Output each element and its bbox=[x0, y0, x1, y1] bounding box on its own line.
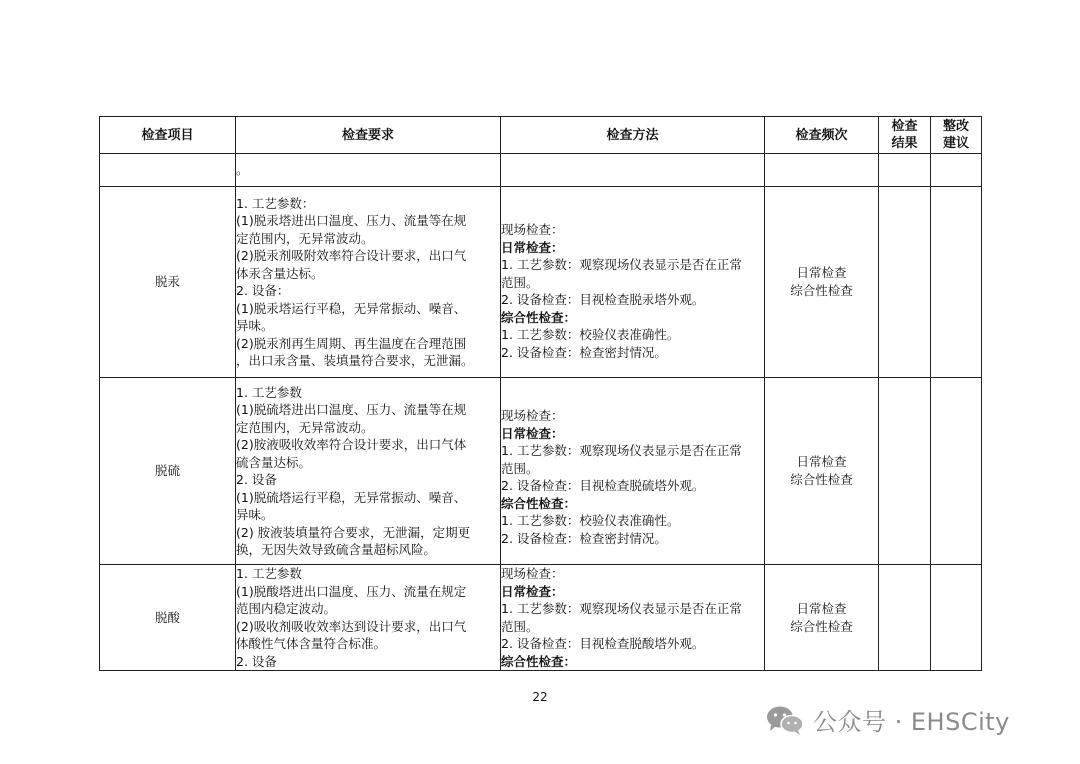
cell-requirement bbox=[236, 378, 501, 565]
requirement-line: (1)脱硫塔运行平稳，无异常振动、噪音、 bbox=[236, 489, 467, 505]
cell-suggestion bbox=[931, 187, 982, 378]
requirement-line: 1. 工艺参数： bbox=[236, 195, 315, 211]
inspection-table bbox=[99, 116, 982, 671]
cell-method bbox=[501, 378, 765, 565]
requirement-line: (1)脱硫塔进出口温度、压力、流量等在规 bbox=[236, 402, 467, 417]
requirement-line: 定范围内，无异常波动。 bbox=[236, 230, 374, 246]
cell-item: 脱汞 bbox=[100, 187, 236, 378]
cell-frequency bbox=[765, 378, 879, 565]
watermark bbox=[765, 702, 1010, 737]
cell-item bbox=[100, 154, 236, 187]
cell-suggestion bbox=[931, 565, 982, 671]
method-line: 日常检查： bbox=[501, 239, 564, 255]
cell-requirement: 。 bbox=[236, 154, 501, 187]
requirement-line: (1)脱汞塔进出口温度、压力、流量等在规 bbox=[236, 213, 467, 228]
requirement-line: 1. 工艺参数 bbox=[236, 384, 302, 400]
header-item: 检查项目 bbox=[100, 117, 236, 154]
header-frequency: 检查频次 bbox=[765, 117, 879, 154]
header-row bbox=[100, 117, 982, 154]
method-line: 日常检查： bbox=[501, 425, 564, 441]
wechat-icon bbox=[765, 704, 805, 736]
method-line: 2. 设备检查：检查密封情况。 bbox=[501, 344, 667, 360]
requirement-line: (1)脱酸塔进出口温度、压力、流量在规定 bbox=[236, 583, 467, 599]
requirement-line: 定范围内，无异常波动。 bbox=[236, 419, 374, 435]
header-suggestion-line: 整改 bbox=[942, 119, 969, 134]
table-row bbox=[100, 187, 982, 378]
frequency-line: 日常检查 bbox=[796, 454, 847, 469]
page-number: 22 bbox=[532, 690, 548, 704]
cell-frequency bbox=[765, 154, 879, 187]
header-method: 检查方法 bbox=[501, 117, 765, 154]
cell-requirement bbox=[236, 565, 501, 671]
requirement-line: ，出口汞含量、装填量符合要求，无泄漏。 bbox=[236, 353, 474, 368]
requirement-line: 范围内稳定波动。 bbox=[236, 601, 337, 616]
table-row bbox=[100, 378, 982, 565]
method-line: 1. 工艺参数：校验仪表准确性。 bbox=[501, 327, 680, 342]
header-result bbox=[879, 117, 931, 154]
requirement-line: (2) 胺液装填量符合要求，无泄漏，定期更 bbox=[236, 524, 471, 540]
watermark-text: 公众号 · EHSCity bbox=[813, 708, 1010, 736]
method-line: 2. 设备检查：检查密封情况。 bbox=[501, 530, 667, 546]
requirement-line: (1)脱汞塔运行平稳，无异常振动、噪音、 bbox=[236, 300, 467, 316]
method-line: 2. 设备检查：目视检查脱硫塔外观。 bbox=[501, 478, 705, 493]
header-result-line: 检查 bbox=[891, 119, 918, 134]
method-line: 综合性检查： bbox=[501, 495, 577, 511]
requirement-line: 硫含量达标。 bbox=[236, 454, 312, 470]
method-line: 日常检查： bbox=[501, 583, 564, 599]
requirement-line: (2)脱汞剂吸附效率符合设计要求，出口气 bbox=[236, 248, 467, 263]
header-suggestion-line: 建议 bbox=[942, 136, 969, 151]
requirement-line: 体酸性气体含量符合标准。 bbox=[236, 636, 387, 651]
method-line: 1. 工艺参数：观察现场仪表显示是否在正常 bbox=[501, 257, 742, 272]
requirement-line: 体汞含量达标。 bbox=[236, 265, 324, 281]
cell-result bbox=[879, 154, 931, 187]
cell-result bbox=[879, 378, 931, 565]
method-line: 现场检查： bbox=[501, 566, 564, 581]
cell-item: 脱酸 bbox=[100, 565, 236, 671]
method-line: 范围。 bbox=[501, 460, 539, 476]
method-line: 现场检查： bbox=[501, 222, 564, 237]
method-line: 1. 工艺参数：校验仪表准确性。 bbox=[501, 513, 680, 528]
cell-suggestion bbox=[931, 378, 982, 565]
cell-item: 脱硫 bbox=[100, 378, 236, 565]
requirement-line: 2. 设备 bbox=[236, 472, 277, 487]
cell-frequency bbox=[765, 187, 879, 378]
header-suggestion bbox=[931, 117, 982, 154]
cell-frequency bbox=[765, 565, 879, 671]
frequency-line: 日常检查 bbox=[796, 265, 847, 280]
cell-method bbox=[501, 154, 765, 187]
method-line: 范围。 bbox=[501, 274, 539, 290]
requirement-line: 2. 设备 bbox=[236, 653, 277, 669]
method-line: 综合性检查： bbox=[501, 309, 577, 325]
method-line: 范围。 bbox=[501, 618, 539, 634]
method-line: 2. 设备检查：目视检查脱酸塔外观。 bbox=[501, 636, 705, 651]
frequency-line: 综合性检查 bbox=[790, 618, 853, 634]
requirement-line: (2)脱汞剂再生周期、再生温度在合理范围 bbox=[236, 335, 467, 351]
cell-result bbox=[879, 187, 931, 378]
cell-suggestion bbox=[931, 154, 982, 187]
method-line: 1. 工艺参数：观察现场仪表显示是否在正常 bbox=[501, 443, 742, 458]
header-requirement: 检查要求 bbox=[236, 117, 501, 154]
method-line: 综合性检查： bbox=[501, 653, 577, 669]
requirement-line: 1. 工艺参数 bbox=[236, 566, 302, 581]
method-line: 2. 设备检查：目视检查脱汞塔外观。 bbox=[501, 292, 705, 307]
cell-method bbox=[501, 187, 765, 378]
frequency-line: 综合性检查 bbox=[790, 283, 853, 298]
cell-requirement bbox=[236, 187, 501, 378]
requirement-line: 异味。 bbox=[236, 507, 274, 522]
frequency-line: 日常检查 bbox=[796, 600, 847, 616]
requirement-line: (2)胺液吸收效率符合设计要求，出口气体 bbox=[236, 437, 467, 452]
cell-method bbox=[501, 565, 765, 671]
method-line: 现场检查： bbox=[501, 408, 564, 423]
requirement-line: (2)吸收剂吸收效率达到设计要求，出口气 bbox=[236, 618, 467, 634]
requirement-line: 换，无因失效导致硫含量超标风险。 bbox=[236, 542, 437, 557]
header-result-line: 结果 bbox=[891, 136, 918, 151]
method-line: 1. 工艺参数：观察现场仪表显示是否在正常 bbox=[501, 601, 742, 616]
continuation-row bbox=[100, 154, 982, 187]
table-row bbox=[100, 565, 982, 671]
requirement-line: 2. 设备： bbox=[236, 283, 290, 298]
frequency-line: 综合性检查 bbox=[790, 472, 853, 487]
cell-result bbox=[879, 565, 931, 671]
requirement-line: 异味。 bbox=[236, 318, 274, 333]
